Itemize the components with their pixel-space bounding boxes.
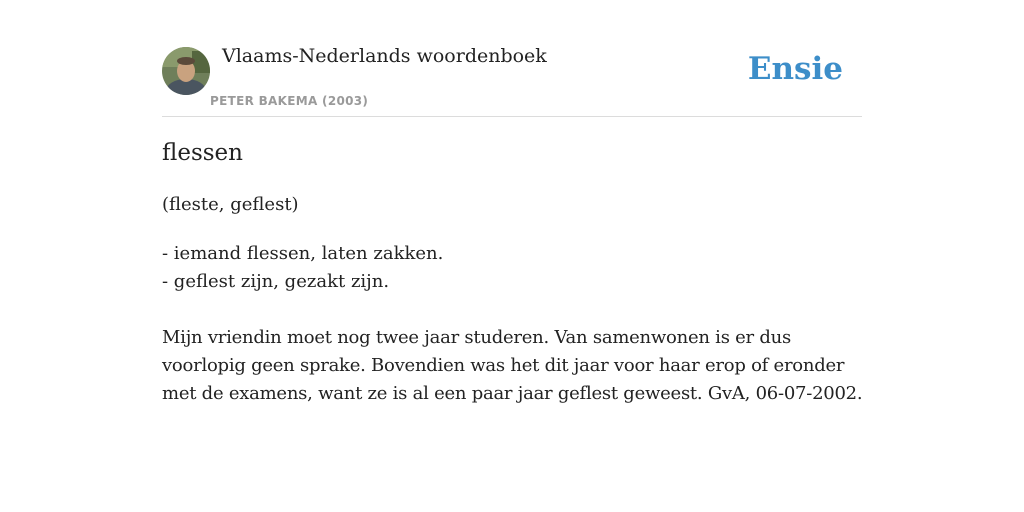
headword: flessen	[162, 140, 243, 166]
author-name[interactable]: PETER BAKEMA (2003)	[210, 94, 369, 108]
definition-list	[162, 240, 862, 296]
definition-item: - geflest zijn, gezakt zijn.	[162, 271, 390, 292]
definition-item: - iemand flessen, laten zakken.	[162, 243, 444, 264]
author-avatar[interactable]	[162, 47, 210, 95]
example-quote: Mijn vriendin moet nog twee jaar studeren. Van samenwonen is er dus voorlopig geen sprake. Bovendien was het dit jaar voor haar erop of eronder met de examens, want ze is al een paar jaar geflest geweest. GvA, 06-07-2002.	[162, 327, 863, 404]
brand-logo[interactable]: Ensie	[747, 51, 843, 87]
avatar-photo	[162, 47, 210, 95]
dictionary-title[interactable]: Vlaams-Nederlands woordenboek	[222, 45, 547, 67]
entry-card	[162, 0, 863, 404]
entry-header	[162, 0, 862, 117]
word-forms: (fleste, geflest)	[162, 194, 299, 215]
